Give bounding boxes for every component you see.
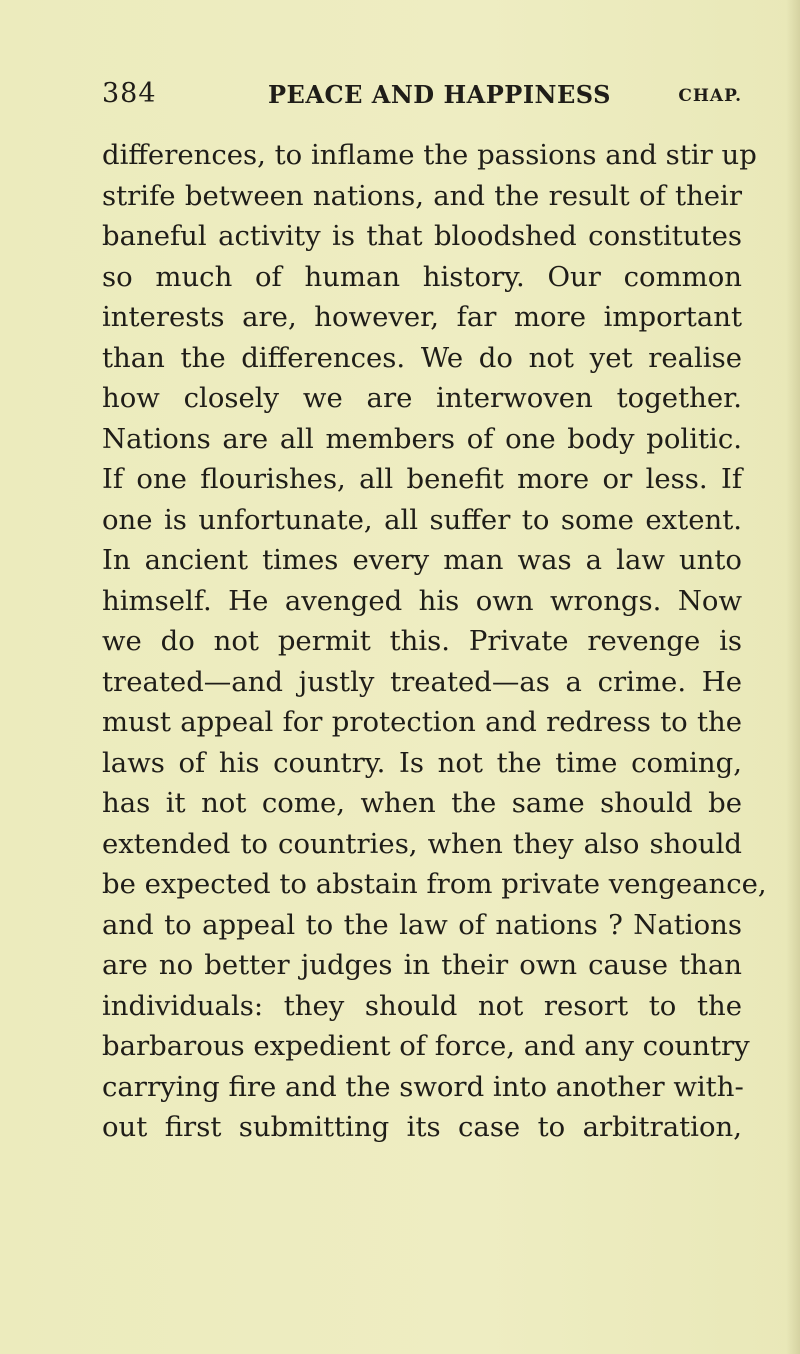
text-line: extended to countries, when they also should bbox=[102, 827, 742, 860]
body-text bbox=[102, 135, 767, 1148]
text-line: differences, to inflame the passions and stir up bbox=[102, 139, 757, 171]
text-line: carrying fire and the sword into another with- bbox=[102, 1070, 744, 1103]
text-line: one is unfortunate, all suffer to some extent. bbox=[102, 503, 742, 536]
text-line: Nations are all members of one body politic. bbox=[102, 422, 742, 455]
page-number: 384 bbox=[102, 78, 157, 109]
text-line: laws of his country. Is not the time coming, bbox=[102, 746, 742, 779]
running-title: PEACE AND HAPPINESS bbox=[268, 80, 611, 109]
text-line: how closely we are interwoven together. bbox=[102, 382, 742, 414]
chapter-label: CHAP. bbox=[678, 86, 742, 106]
text-line: himself. He avenged his own wrongs. Now bbox=[102, 584, 742, 617]
text-line: must appeal for protection and redress to the bbox=[102, 706, 742, 738]
text-line: are no better judges in their own cause than bbox=[102, 949, 742, 981]
text-line: individuals: they should not resort to the bbox=[102, 989, 742, 1022]
text-line: be expected to abstain from private vengeance, bbox=[102, 868, 767, 900]
text-line: baneful activity is that bloodshed constitutes bbox=[102, 220, 742, 252]
text-line: we do not permit this. Private revenge is bbox=[102, 625, 742, 657]
running-head bbox=[102, 78, 742, 118]
text-line: and to appeal to the law of nations ? Nations bbox=[102, 908, 742, 941]
page-edge-shadow bbox=[786, 0, 800, 1354]
text-line: strife between nations, and the result of their bbox=[102, 179, 742, 212]
text-line: In ancient times every man was a law unto bbox=[102, 544, 742, 576]
text-line: barbarous expedient of force, and any country bbox=[102, 1030, 750, 1062]
text-line: than the differences. We do not yet realise bbox=[102, 341, 742, 374]
text-line: treated—and justly treated—as a crime. He bbox=[102, 665, 742, 698]
text-line: so much of human history. Our common bbox=[102, 260, 742, 293]
text-line: out first submitting its case to arbitration, bbox=[102, 1111, 742, 1143]
text-line: has it not come, when the same should be bbox=[102, 787, 742, 819]
text-line: interests are, however, far more important bbox=[102, 301, 742, 333]
text-line: If one flourishes, all benefit more or less. If bbox=[102, 463, 742, 495]
